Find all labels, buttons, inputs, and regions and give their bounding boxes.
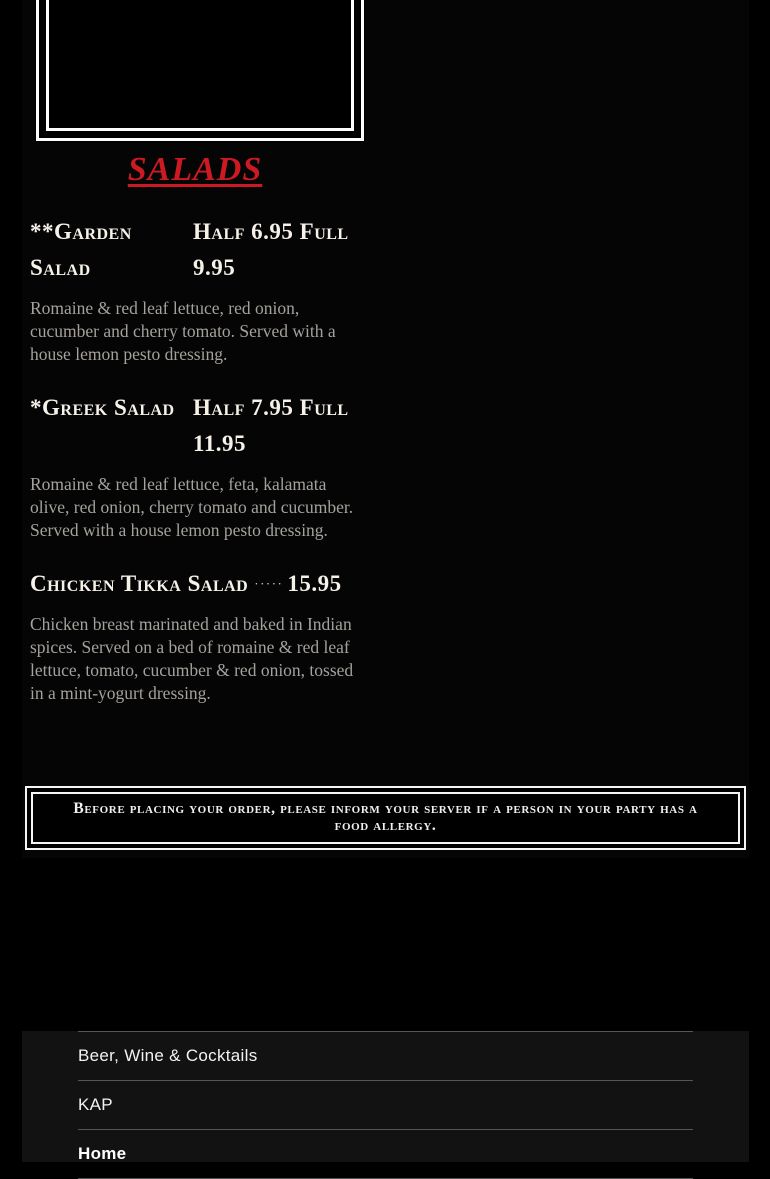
menu-item-greek-salad <box>30 390 360 542</box>
footer-nav-item-home[interactable] <box>78 1130 693 1179</box>
food-allergy-notice-text: Before placing your order, please inform your server if a person in your party has a food allergy. <box>73 800 698 834</box>
menu-item-header <box>30 566 360 602</box>
item-name-garden-salad: **Garden Salad <box>30 219 132 280</box>
menu-column <box>30 0 360 705</box>
price-leader-dots: ····· <box>254 576 284 591</box>
footer-nav-item-beer-wine-cocktails[interactable] <box>78 1032 693 1081</box>
item-name-chicken-tikka-salad: Chicken Tikka Salad <box>30 571 249 596</box>
item-price-garden-salad: Half 6.95 Full 9.95 <box>193 219 349 280</box>
menu-photo-frame <box>36 0 364 141</box>
menu-item-header <box>30 390 360 462</box>
item-description-chicken-tikka-salad: Chicken breast marinated and baked in Indian spices. Served on a bed of romaine & red leaf lettuce, tomato, cucumber & red onion, tossed in a mint-yogurt dressing. <box>30 614 354 703</box>
footer-link-kap[interactable]: KAP <box>78 1095 113 1114</box>
item-price-chicken-tikka-salad: 15.95 <box>287 571 342 596</box>
footer-link-beer-wine-cocktails[interactable]: Beer, Wine & Cocktails <box>78 1046 258 1065</box>
item-description-greek-salad: Romaine & red leaf lettuce, feta, kalamata olive, red onion, cherry tomato and cucumber. Served with a house lemon pesto dressing. <box>30 474 354 540</box>
menu-page-content <box>22 0 749 858</box>
menu-item-chicken-tikka-salad <box>30 566 360 705</box>
footer-nav-item-kap[interactable] <box>78 1081 693 1130</box>
footer-link-home[interactable]: Home <box>78 1144 127 1163</box>
food-allergy-notice-inner-border <box>31 792 740 844</box>
menu-photo <box>46 0 354 131</box>
food-allergy-notice-box <box>25 786 746 850</box>
item-name-greek-salad: *Greek Salad <box>30 395 175 420</box>
footer-nav-panel <box>22 1031 749 1162</box>
item-price-greek-salad: Half 7.95 Full 11.95 <box>193 395 349 456</box>
menu-item-header <box>30 214 360 286</box>
footer-nav-list <box>78 1031 693 1179</box>
item-description-garden-salad: Romaine & red leaf lettuce, red onion, cucumber and cherry tomato. Served with a house lemon pesto dressing. <box>30 298 336 364</box>
salads-section-heading: SALADS <box>127 151 263 188</box>
menu-item-garden-salad <box>30 214 360 366</box>
